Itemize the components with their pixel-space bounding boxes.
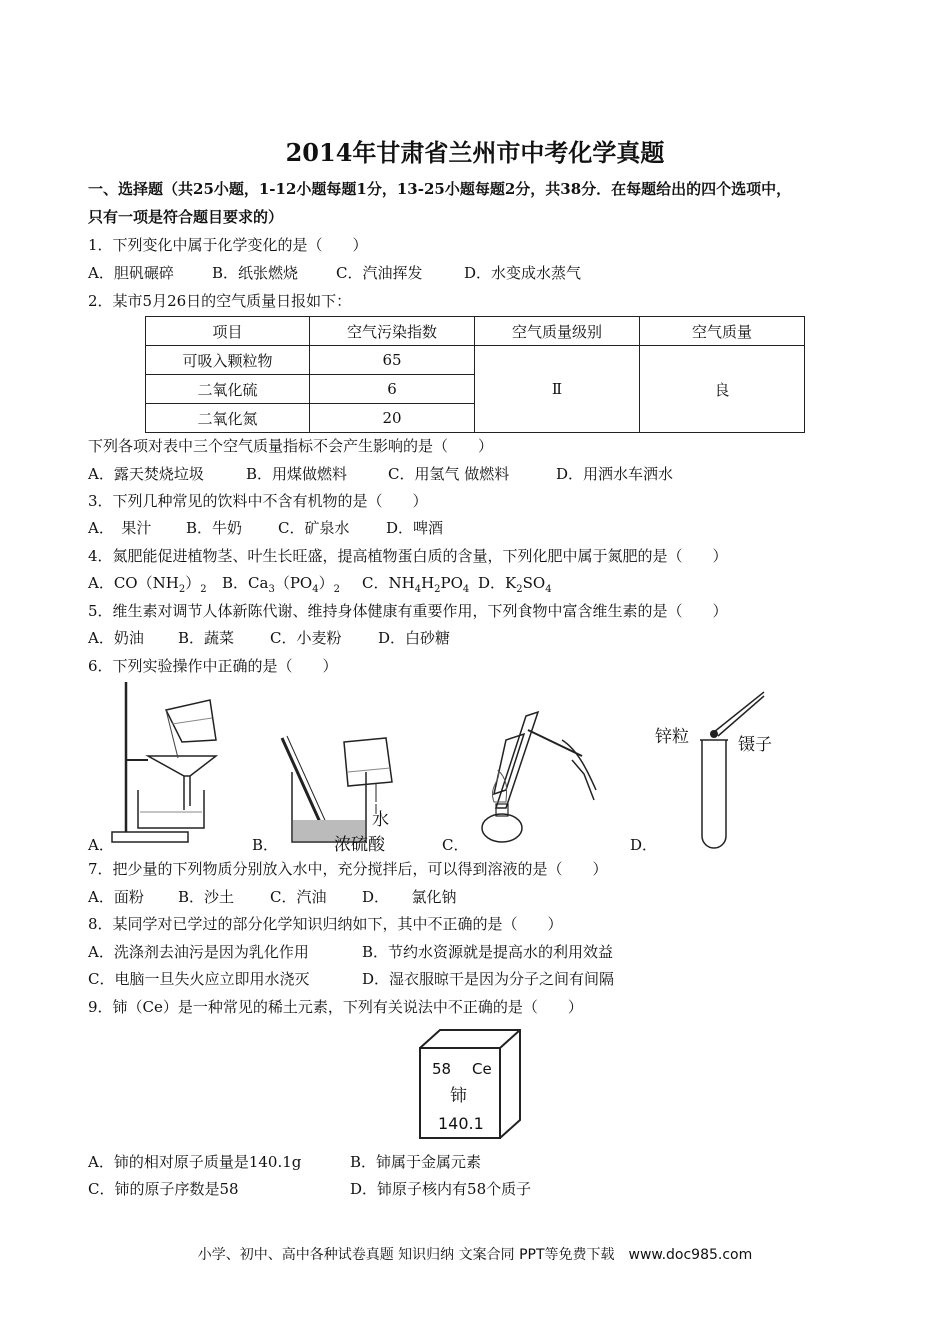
table-cell: 65 bbox=[310, 346, 475, 375]
q4-stem: 4．氮肥能促进植物茎、叶生长旺盛，提高植物蛋白质的含量，下列化肥中属于氮肥的是（ ） bbox=[88, 547, 728, 565]
element-mass: 140.1 bbox=[438, 1114, 484, 1133]
footer-link[interactable]: 小学、初中、高中各种试卷真题 知识归纳 文案合同 PPT等免费下载 www.doc985.com bbox=[197, 1247, 753, 1263]
table-cell: 可吸入颗粒物 bbox=[146, 346, 310, 375]
q6-option-c: C． bbox=[442, 836, 469, 854]
q2-option-b: B．用煤做燃料 bbox=[246, 465, 348, 483]
q8-option-b: B．节约水资源就是提高水的利用效益 bbox=[362, 943, 614, 961]
q2-followup: 下列各项对表中三个空气质量指标不会产生影响的是（ ） bbox=[88, 437, 494, 455]
table-cell-quality: 良 bbox=[640, 346, 805, 433]
section-heading-line2: 只有一项是符合题目要求的） bbox=[88, 208, 284, 226]
q2-option-c: C．用氢气 做燃料 bbox=[388, 465, 510, 483]
figure-c-heating bbox=[466, 690, 608, 850]
table-header: 空气质量 bbox=[640, 317, 805, 346]
element-number: 58 bbox=[432, 1060, 452, 1078]
q1-stem: 1．下列变化中属于化学变化的是（ ） bbox=[88, 236, 368, 254]
q3-option-b: B．牛奶 bbox=[186, 519, 243, 537]
q9-option-b: B．铈属于金属元素 bbox=[350, 1153, 482, 1171]
q8-stem: 8．某同学对已学过的部分化学知识归纳如下，其中不正确的是（ ） bbox=[88, 915, 563, 933]
table-header: 项目 bbox=[146, 317, 310, 346]
q8-option-c: C．电脑一旦失火应立即用水浇灭 bbox=[88, 970, 310, 988]
q6-stem: 6．下列实验操作中正确的是（ ） bbox=[88, 657, 338, 675]
q4-option-d: D．$K_2SO_4$ bbox=[478, 574, 552, 595]
q7-option-d: D． 氯化钠 bbox=[362, 888, 457, 906]
q4-option-c: C．$NH_4H_2PO_4$ bbox=[362, 574, 470, 595]
label-conc-sulfuric-acid: 浓硫酸 bbox=[334, 835, 385, 855]
q1-option-c: C．汽油挥发 bbox=[336, 264, 423, 282]
q7-option-c: C．汽油 bbox=[270, 888, 327, 906]
table-cell: 二氧化氮 bbox=[146, 404, 310, 433]
table-header: 空气污染指数 bbox=[310, 317, 475, 346]
q3-stem: 3．下列几种常见的饮料中不含有机物的是（ ） bbox=[88, 492, 428, 510]
q5-stem: 5．维生素对调节人体新陈代谢、维持身体健康有重要作用，下列食物中富含维生素的是（ ） bbox=[88, 602, 728, 620]
q7-stem: 7．把少量的下列物质分别放入水中，充分搅拌后，可以得到溶液的是（ ） bbox=[88, 860, 608, 878]
table-cell-level: Ⅱ bbox=[475, 346, 640, 433]
page-title: 2014年甘肃省兰州市中考化学真题 bbox=[285, 138, 665, 167]
q5-option-a: A．奶油 bbox=[88, 629, 144, 647]
q8-option-d: D．湿衣服晾干是因为分子之间有间隔 bbox=[362, 970, 615, 988]
figure-d-zinc bbox=[680, 686, 776, 852]
q8-option-a: A．洗涤剂去油污是因为乳化作用 bbox=[88, 943, 309, 961]
q7-option-a: A．面粉 bbox=[88, 888, 144, 906]
label-water: 水 bbox=[372, 810, 389, 830]
table-cell: 6 bbox=[310, 375, 475, 404]
q3-option-a: A． 果汁 bbox=[88, 519, 152, 537]
q6-option-b: B． bbox=[252, 836, 279, 854]
q3-option-c: C．矿泉水 bbox=[278, 519, 350, 537]
label-tweezers: 镊子 bbox=[738, 735, 772, 755]
table-cell: 20 bbox=[310, 404, 475, 433]
q9-stem: 9．铈（Ce）是一种常见的稀土元素，下列有关说法中不正确的是（ ） bbox=[88, 998, 583, 1016]
q6-option-d: D． bbox=[630, 836, 658, 854]
table-header: 空气质量级别 bbox=[475, 317, 640, 346]
q2-option-a: A．露天焚烧垃圾 bbox=[88, 465, 204, 483]
q2-option-d: D．用洒水车洒水 bbox=[556, 465, 674, 483]
q9-option-c: C．铈的原子序数是58 bbox=[88, 1180, 239, 1198]
q4-option-a: A．$CO(NH_2)_2$ bbox=[88, 574, 207, 595]
table-cell: 二氧化硫 bbox=[146, 375, 310, 404]
q1-option-d: D．水变成水蒸气 bbox=[464, 264, 582, 282]
figure-a-filtration bbox=[108, 680, 230, 846]
label-zinc: 锌粒 bbox=[655, 727, 689, 747]
q5-option-b: B．蔬菜 bbox=[178, 629, 235, 647]
q1-option-a: A．胆矾碾碎 bbox=[88, 264, 174, 282]
q1-option-b: B．纸张燃烧 bbox=[212, 264, 299, 282]
q3-option-d: D．啤酒 bbox=[386, 519, 444, 537]
q9-option-d: D．铈原子核内有58个质子 bbox=[350, 1180, 532, 1198]
q4-option-b: B．$Ca_3(PO_4)_2$ bbox=[222, 574, 340, 595]
element-symbol: Ce bbox=[472, 1060, 492, 1078]
q9-option-a: A．铈的相对原子质量是140.1g bbox=[88, 1153, 302, 1171]
element-card-cerium bbox=[414, 1026, 526, 1144]
q2-stem: 2．某市5月26日的空气质量日报如下： bbox=[88, 292, 352, 310]
q5-option-c: C．小麦粉 bbox=[270, 629, 342, 647]
q7-option-b: B．沙土 bbox=[178, 888, 235, 906]
q5-option-d: D．白砂糖 bbox=[378, 629, 451, 647]
air-quality-table bbox=[145, 316, 805, 433]
section-heading-line1: 一、选择题（共25小题，1-12小题每题1分，13-25小题每题2分，共38分．在每题给出的四个选项中， bbox=[88, 180, 792, 198]
q6-option-a: A． bbox=[88, 836, 114, 854]
element-name: 铈 bbox=[450, 1086, 467, 1106]
